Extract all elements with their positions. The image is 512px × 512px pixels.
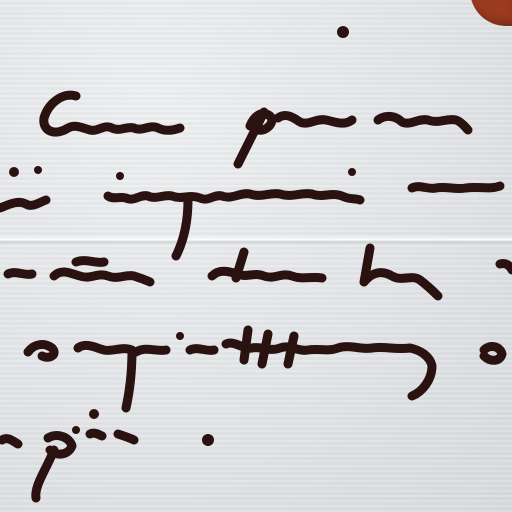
handwritten-word [90, 433, 134, 440]
handwritten-line-3 [8, 248, 512, 296]
handwritten-word [378, 116, 468, 130]
ink-dot [116, 172, 124, 180]
handwritten-line-5 [2, 409, 214, 498]
handwritten-line-4 [28, 330, 502, 408]
ink-dot [89, 409, 99, 419]
handwritten-word [36, 436, 72, 498]
ink-dot [202, 434, 214, 446]
handwritten-word [500, 263, 512, 270]
ink-dot [337, 26, 349, 38]
handwritten-word [54, 261, 150, 282]
handwritten-word [108, 194, 360, 200]
handwritten-word [238, 112, 352, 164]
ink-dot [72, 426, 80, 434]
handwritten-word [190, 343, 432, 396]
handwritten-word [44, 95, 180, 132]
handwritten-line-1 [44, 95, 468, 164]
ink-dot [34, 166, 42, 174]
ink-dot [9, 167, 19, 177]
handwritten-word [2, 439, 18, 444]
handwritten-word [412, 186, 500, 189]
handwritten-word [28, 345, 54, 358]
handwritten-word [8, 273, 32, 275]
ink-dot [176, 332, 184, 340]
handwritten-word [176, 200, 188, 256]
handwritten-word [364, 248, 438, 296]
handwritten-word [78, 345, 166, 408]
ink-dot [348, 168, 356, 176]
handwritten-word [484, 347, 502, 361]
handwritten-line-2 [0, 166, 500, 256]
handwritten-word [212, 252, 322, 278]
handwritten-word [0, 200, 46, 208]
